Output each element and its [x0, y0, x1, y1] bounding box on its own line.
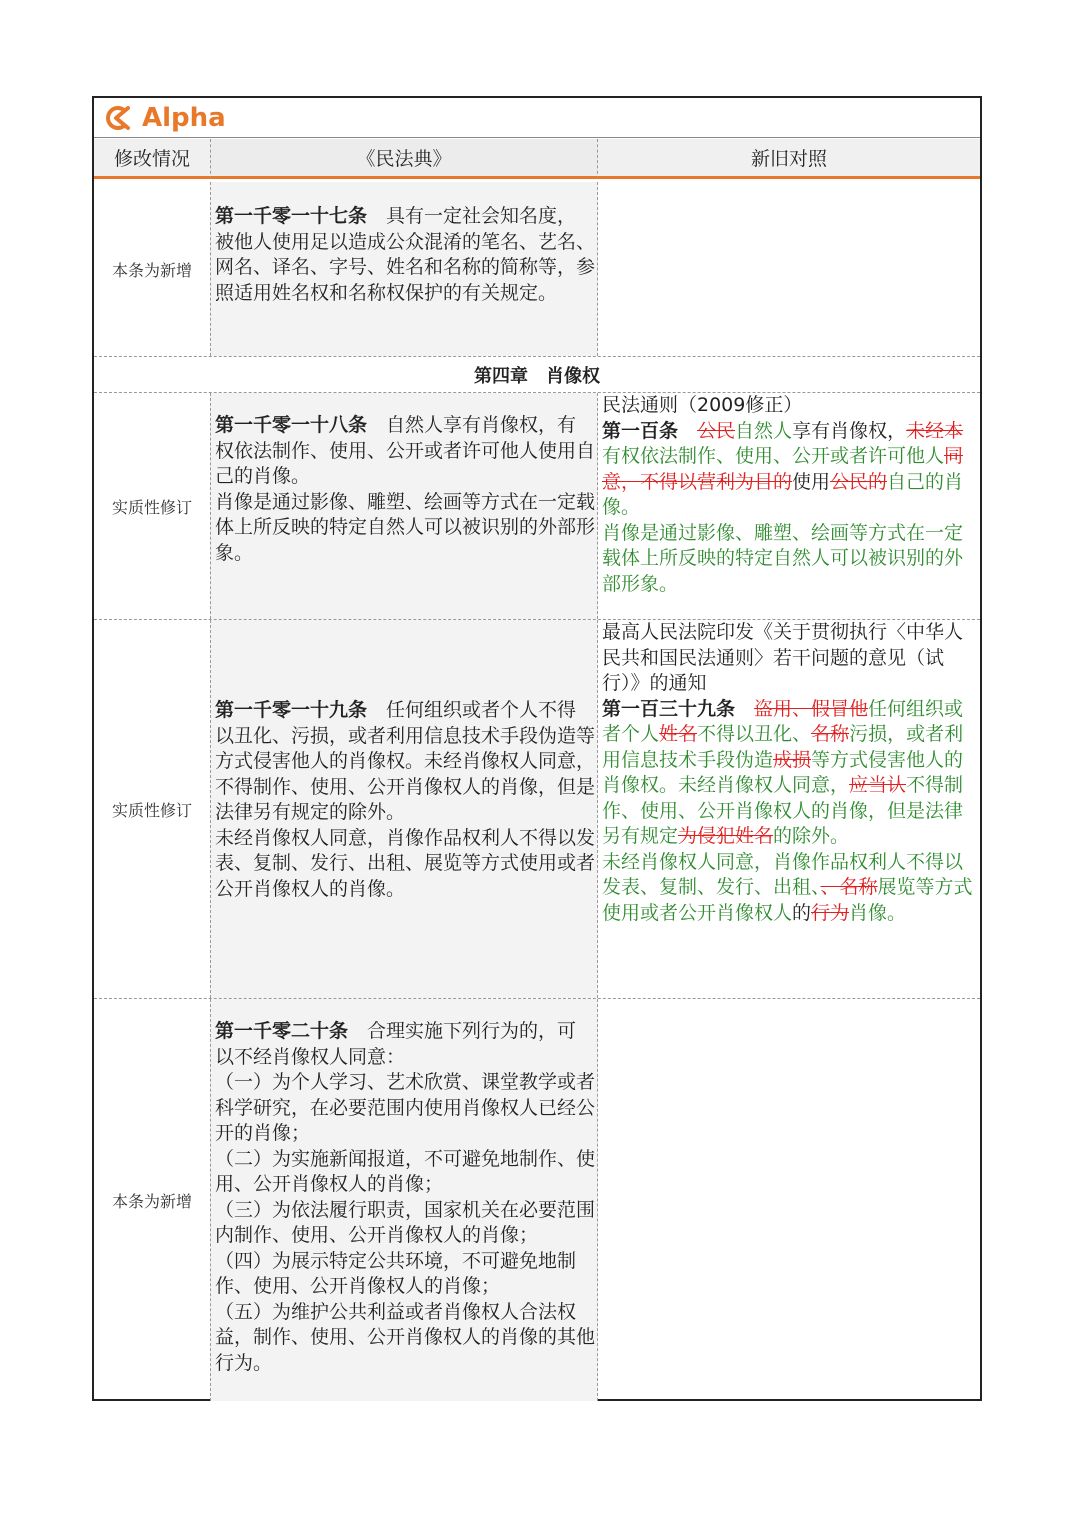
- deleted-text: 公民: [697, 419, 736, 442]
- article-number: 第一千零一十九条: [215, 699, 368, 721]
- unchanged-text: 享有肖像权，: [792, 419, 907, 442]
- table-row: [94, 182, 980, 356]
- list-item: （四）为展示特定公共环境，不可避免地制作、使用、公开肖像权人的肖像；: [215, 1249, 577, 1297]
- added-text: 展览等方式使用或者公开肖像权人: [602, 876, 973, 924]
- added-text: 等方式侵害他人的肖像权。未经肖像权人同意，: [602, 748, 964, 796]
- deleted-text: 姓名: [659, 723, 698, 745]
- deleted-text: 同意，不得以营利为目的: [602, 445, 964, 493]
- col-header-comparison: 新旧对照: [598, 139, 980, 179]
- comparison-source: 民法通则（2009修正）: [602, 394, 803, 416]
- comparison-cell: [598, 999, 980, 1401]
- deleted-text: 成损: [773, 748, 812, 771]
- deleted-text: 应当认: [849, 774, 907, 796]
- status-label: 实质性修订: [111, 497, 192, 517]
- deleted-text: 名称: [811, 723, 850, 745]
- list-item: （三）为依法履行职责，国家机关在必要范围内制作、使用、公开肖像权人的肖像；: [215, 1198, 596, 1246]
- comparison-source: 最高人民法院印发《关于贯彻执行〈中华人民共和国民法通则〉若干问题的意见（试行）》的通知: [602, 621, 964, 694]
- article-text: 合理实施下列行为的，可以不经肖像权人同意：: [215, 1020, 577, 1068]
- added-text: 肖像。: [849, 901, 907, 924]
- article-number: 第一千零二十条: [215, 1020, 349, 1042]
- row-divider: [94, 356, 980, 357]
- text-segment: [678, 420, 697, 442]
- added-text: 任何组织或者个人: [602, 697, 964, 745]
- article-text: 具有一定社会知名度，被他人使用足以造成公众混淆的笔名、艺名、网名、译名、字号、姓名和名称的简称等，参照适用姓名权和名称权保护的有关规定。: [215, 205, 596, 304]
- article-text: 肖像是通过影像、雕塑、绘画等方式在一定载体上所反映的特定自然人可以被识别的外部形象。: [215, 490, 596, 564]
- col-header-civil-code: 《民法典》: [210, 139, 598, 179]
- added-text: 污损，或者利用信息技术手段伪造: [602, 723, 964, 771]
- article-text: 未经肖像权人同意，肖像作品权利人不得以发表、复制、发行、出租、展览等方式使用或者公开肖像权人的肖像。: [215, 826, 596, 900]
- list-item: （二）为实施新闻报道，不可避免地制作、使用、公开肖像权人的肖像；: [215, 1147, 596, 1195]
- added-text: 自然人: [735, 419, 793, 442]
- comparison-cell: [598, 393, 980, 619]
- article-number: 第一千零一十七条: [215, 205, 368, 227]
- added-text: 不得以丑化、: [697, 723, 812, 745]
- text-segment: [735, 698, 754, 720]
- article-cell: [210, 999, 598, 1401]
- article-number: 第一千零一十八条: [215, 414, 368, 436]
- comparison-document: [92, 96, 982, 1401]
- deleted-text: 未经本: [906, 419, 964, 442]
- list-item: （五）为维护公共利益或者肖像权人合法权益，制作、使用、公开肖像权人的肖像的其他行为。: [215, 1300, 596, 1374]
- list-item: （一）为个人学习、艺术欣赏、课堂教学或者科学研究，在必要范围内使用肖像权人已经公开的肖像；: [215, 1071, 596, 1144]
- brand-header: [94, 98, 980, 138]
- article-cell: [210, 182, 598, 356]
- article-cell: [210, 620, 598, 998]
- table-row: [94, 620, 980, 998]
- deleted-text: 公民的: [830, 470, 888, 493]
- deleted-text: 盗用、假冒他: [754, 697, 869, 720]
- article-cell: [210, 393, 598, 619]
- status-label: 实质性修订: [111, 800, 192, 820]
- table-row: [94, 393, 980, 619]
- comparison-cell: [598, 620, 980, 998]
- deleted-text: 、名称: [820, 876, 878, 898]
- col-header-status: 修改情况: [94, 139, 210, 179]
- chapter-title: 第四章 肖像权: [474, 366, 600, 387]
- added-text: 不得制作、使用、公开肖像权人的肖像，但是法律另有规定: [602, 774, 964, 847]
- added-text: 肖像是通过影像、雕塑、绘画等方式在一定载体上所反映的特定自然人可以被识别的外部形象。: [602, 521, 964, 595]
- unchanged-text: 使用: [792, 470, 831, 493]
- table-row: [94, 999, 980, 1401]
- added-text: 自己的肖像。: [602, 470, 964, 518]
- deleted-text: 行为: [811, 901, 850, 924]
- comparison-article-number: 第一百三十九条: [602, 697, 736, 720]
- alpha-logo-icon: [102, 104, 132, 132]
- added-text: 未经肖像权人同意，肖像作品权利人不得以发表、复制、发行、出租、: [602, 850, 964, 898]
- comparison-cell: [598, 182, 980, 356]
- brand-name: Alpha: [142, 103, 226, 133]
- added-text: 的除外。: [773, 825, 850, 847]
- status-label: 本条为新增: [111, 1191, 192, 1211]
- status-label: 本条为新增: [111, 260, 192, 280]
- added-text: 有权依法制作、使用、公开或者许可他人: [602, 445, 945, 467]
- article-text: 自然人享有肖像权，有权依法制作、使用、公开或者许可他人使用自己的肖像。: [215, 414, 596, 487]
- unchanged-text: 的: [792, 901, 812, 924]
- deleted-text: 为侵犯姓名: [678, 825, 774, 847]
- article-text: 任何组织或者个人不得以丑化、污损，或者利用信息技术手段伪造等方式侵害他人的肖像权。未经肖像权人同意，不得制作、使用、公开肖像权人的肖像，但是法律另有规定的除外。: [215, 699, 596, 823]
- comparison-article-number: 第一百条: [602, 419, 679, 442]
